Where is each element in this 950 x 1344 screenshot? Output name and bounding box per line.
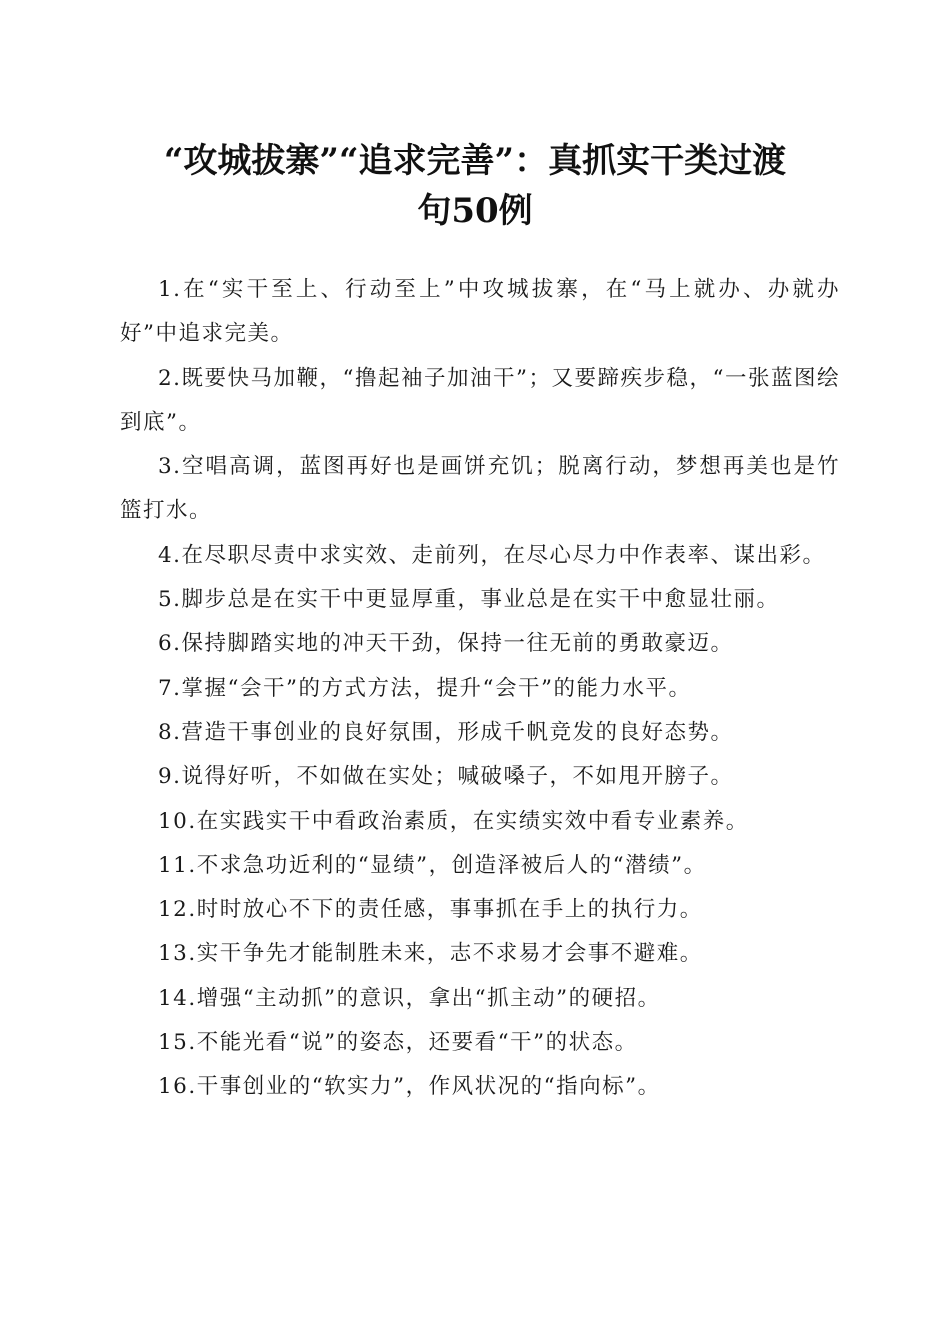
list-item: 11.不求急功近利的“显绩”，创造泽被后人的“潜绩”。 — [158, 852, 707, 878]
title-line-2: 句50例 — [417, 191, 533, 231]
document-body — [120, 268, 840, 1110]
list-item: 4.在尽职尽责中求实效、走前列，在尽心尽力中作表率、谋出彩。 — [158, 542, 826, 568]
list-item: 8.营造干事创业的良好氛围，形成千帆竞发的良好态势。 — [158, 719, 734, 745]
list-item: 3.空唱高调，蓝图再好也是画饼充饥；脱离行动，梦想再美也是竹篮打水。 — [120, 454, 840, 524]
document-title — [120, 136, 830, 236]
list-item: 6.保持脚踏实地的冲天干劲，保持一往无前的勇敢豪迈。 — [158, 631, 734, 657]
list-item: 13.实干争先才能制胜未来，志不求易才会事不避难。 — [158, 941, 703, 967]
list-item: 12.时时放心不下的责任感，事事抓在手上的执行力。 — [158, 897, 703, 923]
list-item: 5.脚步总是在实干中更显厚重，事业总是在实干中愈显壮丽。 — [158, 587, 780, 613]
list-item: 7.掌握“会干”的方式方法，提升“会干”的能力水平。 — [158, 675, 692, 701]
list-item: 2.既要快马加鞭，“撸起袖子加油干”；又要蹄疾步稳，“一张蓝图绘到底”。 — [120, 365, 840, 435]
list-item: 16.干事创业的“软实力”，作风状况的“指向标”。 — [158, 1074, 661, 1100]
list-item: 10.在实践实干中看政治素质，在实绩实效中看专业素养。 — [158, 808, 749, 834]
list-item: 15.不能光看“说”的姿态，还要看“干”的状态。 — [158, 1030, 638, 1056]
list-item: 14.增强“主动抓”的意识，拿出“抓主动”的硬招。 — [158, 985, 661, 1011]
list-item: 1.在“实干至上、行动至上”中攻城拔寨，在“马上就办、办就办好”中追求完美。 — [120, 277, 840, 347]
list-item: 9.说得好听，不如做在实处；喊破嗓子，不如甩开膀子。 — [158, 764, 734, 790]
title-line-1: “攻城拔寨”“追求完善”：真抓实干类过渡 — [163, 141, 787, 181]
